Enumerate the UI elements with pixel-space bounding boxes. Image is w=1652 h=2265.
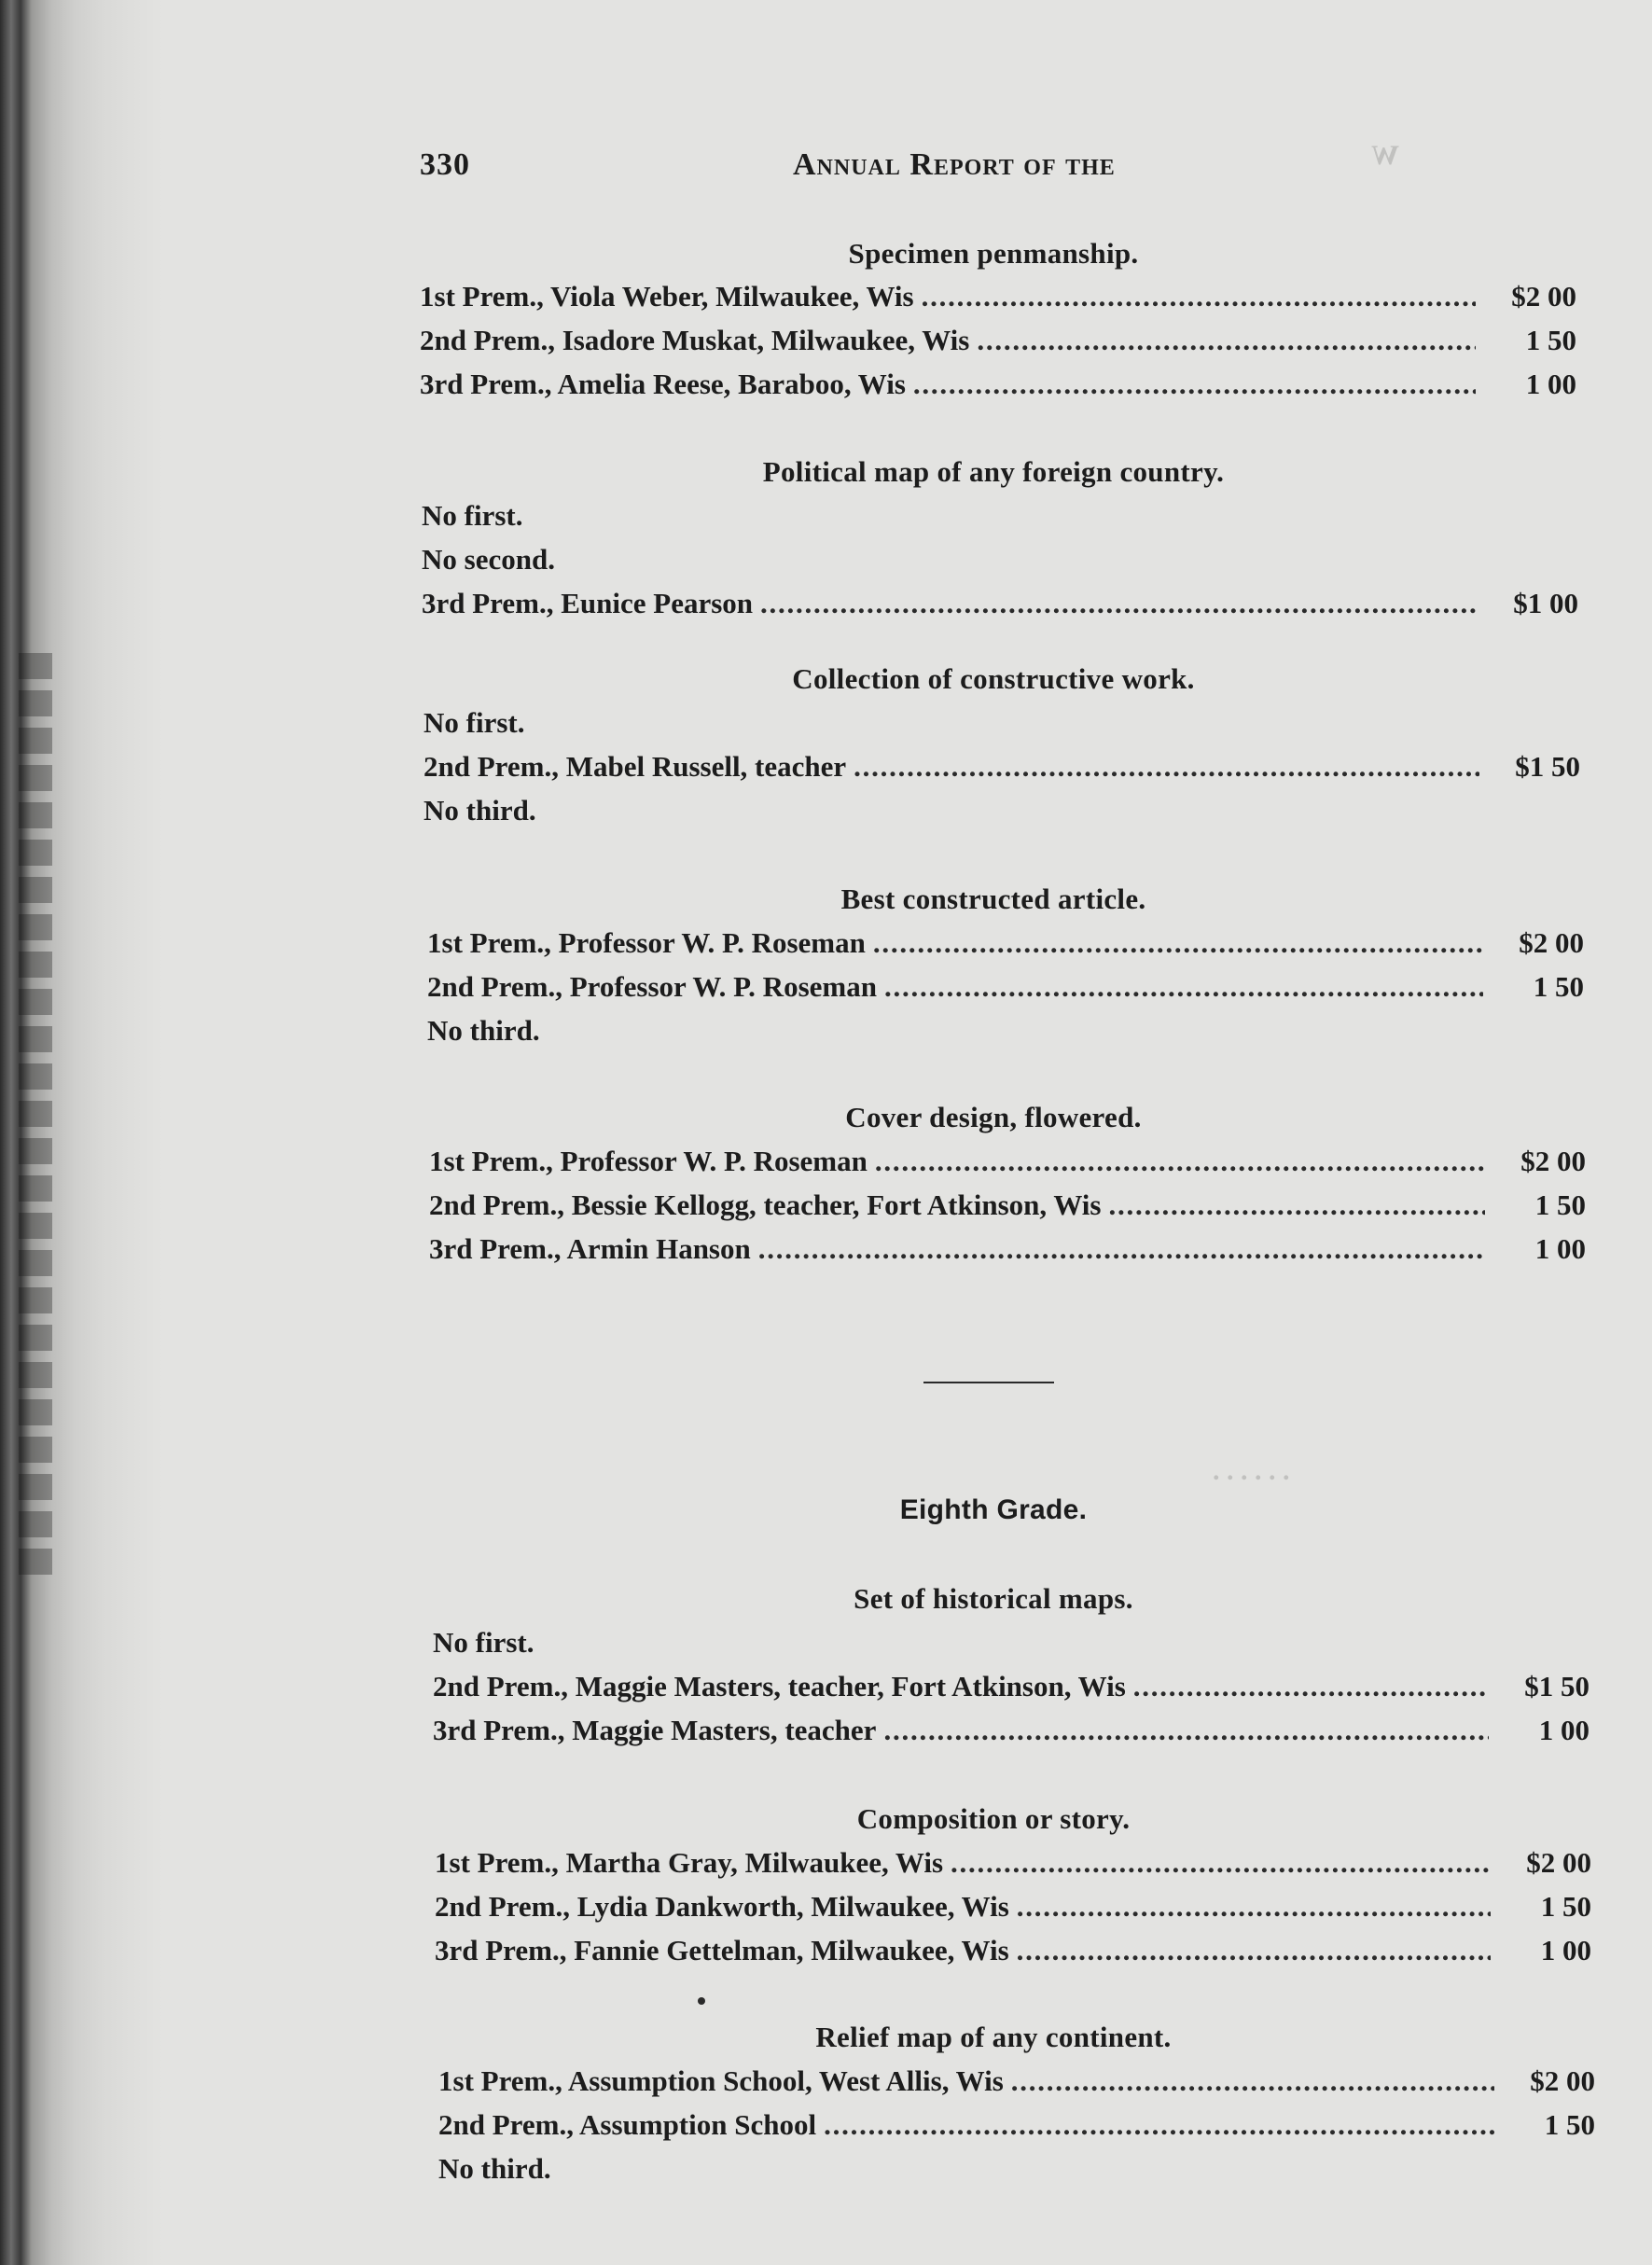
dot-leader bbox=[760, 587, 1478, 620]
award-text: 3rd Prem., Eunice Pearson bbox=[422, 587, 754, 619]
award-amount: $2 00 bbox=[1511, 280, 1576, 313]
award-row bbox=[429, 1145, 1586, 1182]
award-amount: 1 00 bbox=[1540, 1934, 1591, 1966]
award-text: 2nd Prem., Assumption School bbox=[438, 2108, 817, 2141]
dot-leader bbox=[824, 2108, 1494, 2142]
award-row bbox=[420, 280, 1576, 317]
award-amount: 1 50 bbox=[1525, 324, 1576, 356]
section-heading: Set of historical maps. bbox=[854, 1582, 1133, 1615]
award-text: 2nd Prem., Lydia Dankworth, Milwaukee, Wis bbox=[435, 1890, 1009, 1923]
award-amount: 1 00 bbox=[1538, 1714, 1590, 1746]
spine-lettering bbox=[19, 653, 52, 1586]
award-text: No first. bbox=[433, 1626, 534, 1659]
award-row bbox=[435, 1846, 1591, 1883]
award-text: No second. bbox=[422, 543, 555, 576]
award-row bbox=[422, 543, 1578, 580]
dot-leader bbox=[977, 324, 1476, 357]
award-row bbox=[433, 1626, 1590, 1663]
page-number: 330 bbox=[420, 147, 470, 182]
dot-leader bbox=[883, 1714, 1489, 1747]
dot-leader bbox=[1017, 1890, 1491, 1924]
award-text: No third. bbox=[423, 794, 536, 827]
dot-leader bbox=[1108, 1188, 1485, 1222]
award-text: 1st Prem., Professor W. P. Roseman bbox=[427, 926, 866, 959]
dot-leader bbox=[1017, 1934, 1491, 1967]
award-text: 2nd Prem., Mabel Russell, teacher bbox=[423, 750, 847, 783]
award-row bbox=[429, 1188, 1586, 1226]
stray-mark bbox=[698, 1997, 705, 2005]
award-row bbox=[429, 1232, 1586, 1270]
section-heading: Cover design, flowered. bbox=[845, 1101, 1142, 1133]
dot-leader bbox=[873, 926, 1483, 960]
dot-leader bbox=[1133, 1670, 1489, 1703]
award-row bbox=[433, 1670, 1590, 1707]
award-amount: 1 50 bbox=[1534, 1188, 1586, 1221]
dot-leader bbox=[875, 1145, 1485, 1178]
award-row bbox=[435, 1934, 1591, 1971]
award-row bbox=[422, 499, 1578, 536]
award-amount: 1 50 bbox=[1533, 970, 1584, 1003]
award-amount: $1 50 bbox=[1515, 750, 1580, 783]
award-text: No first. bbox=[423, 706, 525, 739]
award-text: 1st Prem., Professor W. P. Roseman bbox=[429, 1145, 868, 1177]
dot-leader bbox=[758, 1232, 1485, 1266]
award-text: 1st Prem., Viola Weber, Milwaukee, Wis bbox=[420, 280, 914, 313]
award-text: 2nd Prem., Bessie Kellogg, teacher, Fort Atkinson, Wis bbox=[429, 1188, 1102, 1221]
award-text: 1st Prem., Assumption School, West Allis, Wis bbox=[438, 2064, 1004, 2097]
award-row bbox=[427, 970, 1584, 1007]
section-heading: Best constructed article. bbox=[840, 882, 1146, 915]
award-row bbox=[420, 368, 1576, 405]
award-row bbox=[422, 587, 1578, 624]
section-heading: Relief map of any continent. bbox=[815, 2021, 1172, 2053]
award-text: 3rd Prem., Maggie Masters, teacher bbox=[433, 1714, 877, 1746]
award-row bbox=[423, 750, 1580, 787]
section-heading: Political map of any foreign country. bbox=[762, 455, 1225, 488]
award-row bbox=[433, 1714, 1590, 1751]
award-text: 2nd Prem., Professor W. P. Roseman bbox=[427, 970, 877, 1003]
award-amount: 1 50 bbox=[1544, 2108, 1595, 2141]
award-amount: $2 00 bbox=[1519, 926, 1584, 959]
award-text: 1st Prem., Martha Gray, Milwaukee, Wis bbox=[435, 1846, 944, 1879]
award-row bbox=[435, 1890, 1591, 1927]
award-amount: $2 00 bbox=[1530, 2064, 1595, 2097]
award-row bbox=[420, 324, 1576, 361]
award-text: No third. bbox=[427, 1014, 540, 1047]
show-through-text: . . . . . . bbox=[1213, 1455, 1290, 1486]
running-title: Annual Report of the bbox=[793, 147, 1116, 182]
award-row bbox=[427, 1014, 1584, 1051]
award-amount: 1 00 bbox=[1525, 368, 1576, 400]
dot-leader bbox=[854, 750, 1479, 784]
award-row bbox=[423, 706, 1580, 743]
book-binding bbox=[0, 0, 163, 2265]
award-text: 3rd Prem., Amelia Reese, Baraboo, Wis bbox=[420, 368, 906, 400]
award-row bbox=[438, 2152, 1595, 2189]
award-text: No first. bbox=[422, 499, 523, 532]
award-text: 2nd Prem., Isadore Muskat, Milwaukee, Wis bbox=[420, 324, 970, 356]
award-row bbox=[438, 2064, 1595, 2102]
dot-leader bbox=[1011, 2064, 1494, 2098]
award-amount: 1 00 bbox=[1534, 1232, 1586, 1265]
award-amount: $2 00 bbox=[1520, 1145, 1586, 1177]
award-row bbox=[423, 794, 1580, 831]
section-heading: Specimen penmanship. bbox=[848, 237, 1139, 270]
section-heading: Composition or story. bbox=[856, 1802, 1131, 1835]
award-amount: 1 50 bbox=[1540, 1890, 1591, 1923]
show-through-text: W bbox=[1371, 140, 1399, 171]
award-text: 3rd Prem., Armin Hanson bbox=[429, 1232, 751, 1265]
section-heading: Collection of constructive work. bbox=[792, 662, 1195, 695]
dot-leader bbox=[884, 970, 1483, 1004]
running-head bbox=[420, 147, 1586, 194]
award-amount: $1 50 bbox=[1524, 1670, 1590, 1702]
award-text: No third. bbox=[438, 2152, 551, 2185]
section-divider-rule bbox=[923, 1382, 1054, 1383]
award-row bbox=[427, 926, 1584, 964]
award-row bbox=[438, 2108, 1595, 2146]
award-text: 3rd Prem., Fannie Gettelman, Milwaukee, Wis bbox=[435, 1934, 1009, 1966]
document-page bbox=[392, 0, 1595, 2265]
award-amount: $1 00 bbox=[1513, 587, 1578, 619]
dot-leader bbox=[922, 280, 1476, 313]
dot-leader bbox=[951, 1846, 1491, 1880]
award-amount: $2 00 bbox=[1526, 1846, 1591, 1879]
award-text: 2nd Prem., Maggie Masters, teacher, Fort Atkinson, Wis bbox=[433, 1670, 1126, 1702]
dot-leader bbox=[913, 368, 1476, 401]
grade-heading: Eighth Grade. bbox=[899, 1494, 1088, 1525]
